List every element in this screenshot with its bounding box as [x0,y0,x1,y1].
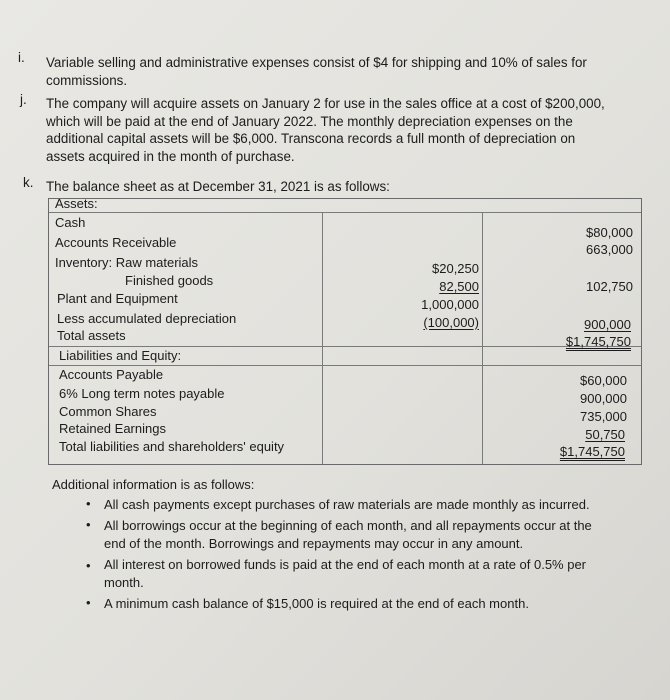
item-i-line: Variable selling and administrative expenses consist of $4 for shipping and 10% of sales for [46,55,587,70]
net-pe-value: 900,000 [584,317,631,332]
accounts-payable-value: $60,000 [580,373,627,388]
cash-label: Cash [55,215,86,230]
accumulated-depreciation-label: Less accumulated depreciation [57,311,237,326]
assets-header: Assets: [55,196,98,211]
bullet-line: All interest on borrowed funds is paid at the end of each month at a rate of 0.5% per [104,557,587,572]
bullet-line: end of the month. Borrowings and repayments may occur in any amount. [104,535,524,551]
additional-heading: Additional information is as follows: [52,477,255,492]
liabilities-header: Liabilities and Equity: [59,348,182,363]
item-i-text [46,54,587,89]
row-divider [49,212,641,213]
inventory-fg-label: Finished goods [125,273,214,288]
row-divider [49,365,641,366]
notes-payable-label: 6% Long term notes payable [59,386,225,401]
plant-equipment-value: 1,000,000 [421,297,479,312]
total-assets-label: Total assets [57,328,126,343]
bullet-text [104,595,529,613]
bullet-text [104,496,590,514]
notes-payable-value: 900,000 [580,391,627,406]
item-marker-i: i. [18,50,25,65]
bullet-dot: • [86,558,91,573]
item-j-line: assets acquired in the month of purchase. [46,148,295,164]
bullet-line: A minimum cash balance of $15,000 is required at the end of each month. [104,596,529,611]
raw-materials-value: $20,250 [432,261,479,276]
item-j-line: additional capital assets will be $6,000. Transcona records a full month of depreciation on [46,131,576,146]
item-j-line: which will be paid at the end of January 2022. The monthly depreciation expenses on the [46,113,573,129]
item-k-text [46,178,390,196]
item-i-line: commissions. [46,72,128,88]
column-divider [322,212,323,464]
item-k-line: The balance sheet as at December 31, 2021 is as follows: [46,179,390,194]
inventory-raw-label: Inventory: Raw materials [55,255,199,270]
bullet-line: month. [104,574,144,590]
bullet-text [104,556,586,591]
bullet-line: All borrowings occur at the beginning of each month, and all repayments occur at the [104,518,592,533]
total-assets-value: $1,745,750 [565,334,631,349]
accounts-payable-label: Accounts Payable [59,367,164,382]
total-le-label: Total liabilities and shareholders' equity [59,439,285,454]
retained-earnings-label: Retained Earnings [59,421,166,436]
finished-goods-value: 82,500 [439,279,479,294]
balance-sheet-table [48,198,642,465]
common-shares-value: 735,000 [580,409,627,424]
bullet-text [104,517,592,552]
inventory-total-value: 102,750 [586,279,633,294]
accounts-receivable-label: Accounts Receivable [55,235,177,250]
bullet-dot: • [86,595,91,610]
item-marker-k: k. [23,175,34,190]
item-j-text [46,95,605,165]
item-marker-j: j. [20,92,27,107]
common-shares-label: Common Shares [59,404,157,419]
accumulated-depreciation-value: (100,000) [423,315,479,330]
total-le-value: $1,745,750 [559,444,625,459]
column-divider [482,212,483,464]
bullet-dot: • [86,517,91,532]
bullet-dot: • [86,496,91,511]
item-j-line: The company will acquire assets on January 2 for use in the sales office at a cost of $200,000, [46,96,605,111]
cash-value: $80,000 [586,225,633,240]
bullet-line: All cash payments except purchases of raw materials are made monthly as incurred. [104,497,590,512]
plant-equipment-label: Plant and Equipment [57,291,178,306]
accounts-receivable-value: 663,000 [586,242,633,257]
retained-earnings-value: 50,750 [585,427,625,442]
